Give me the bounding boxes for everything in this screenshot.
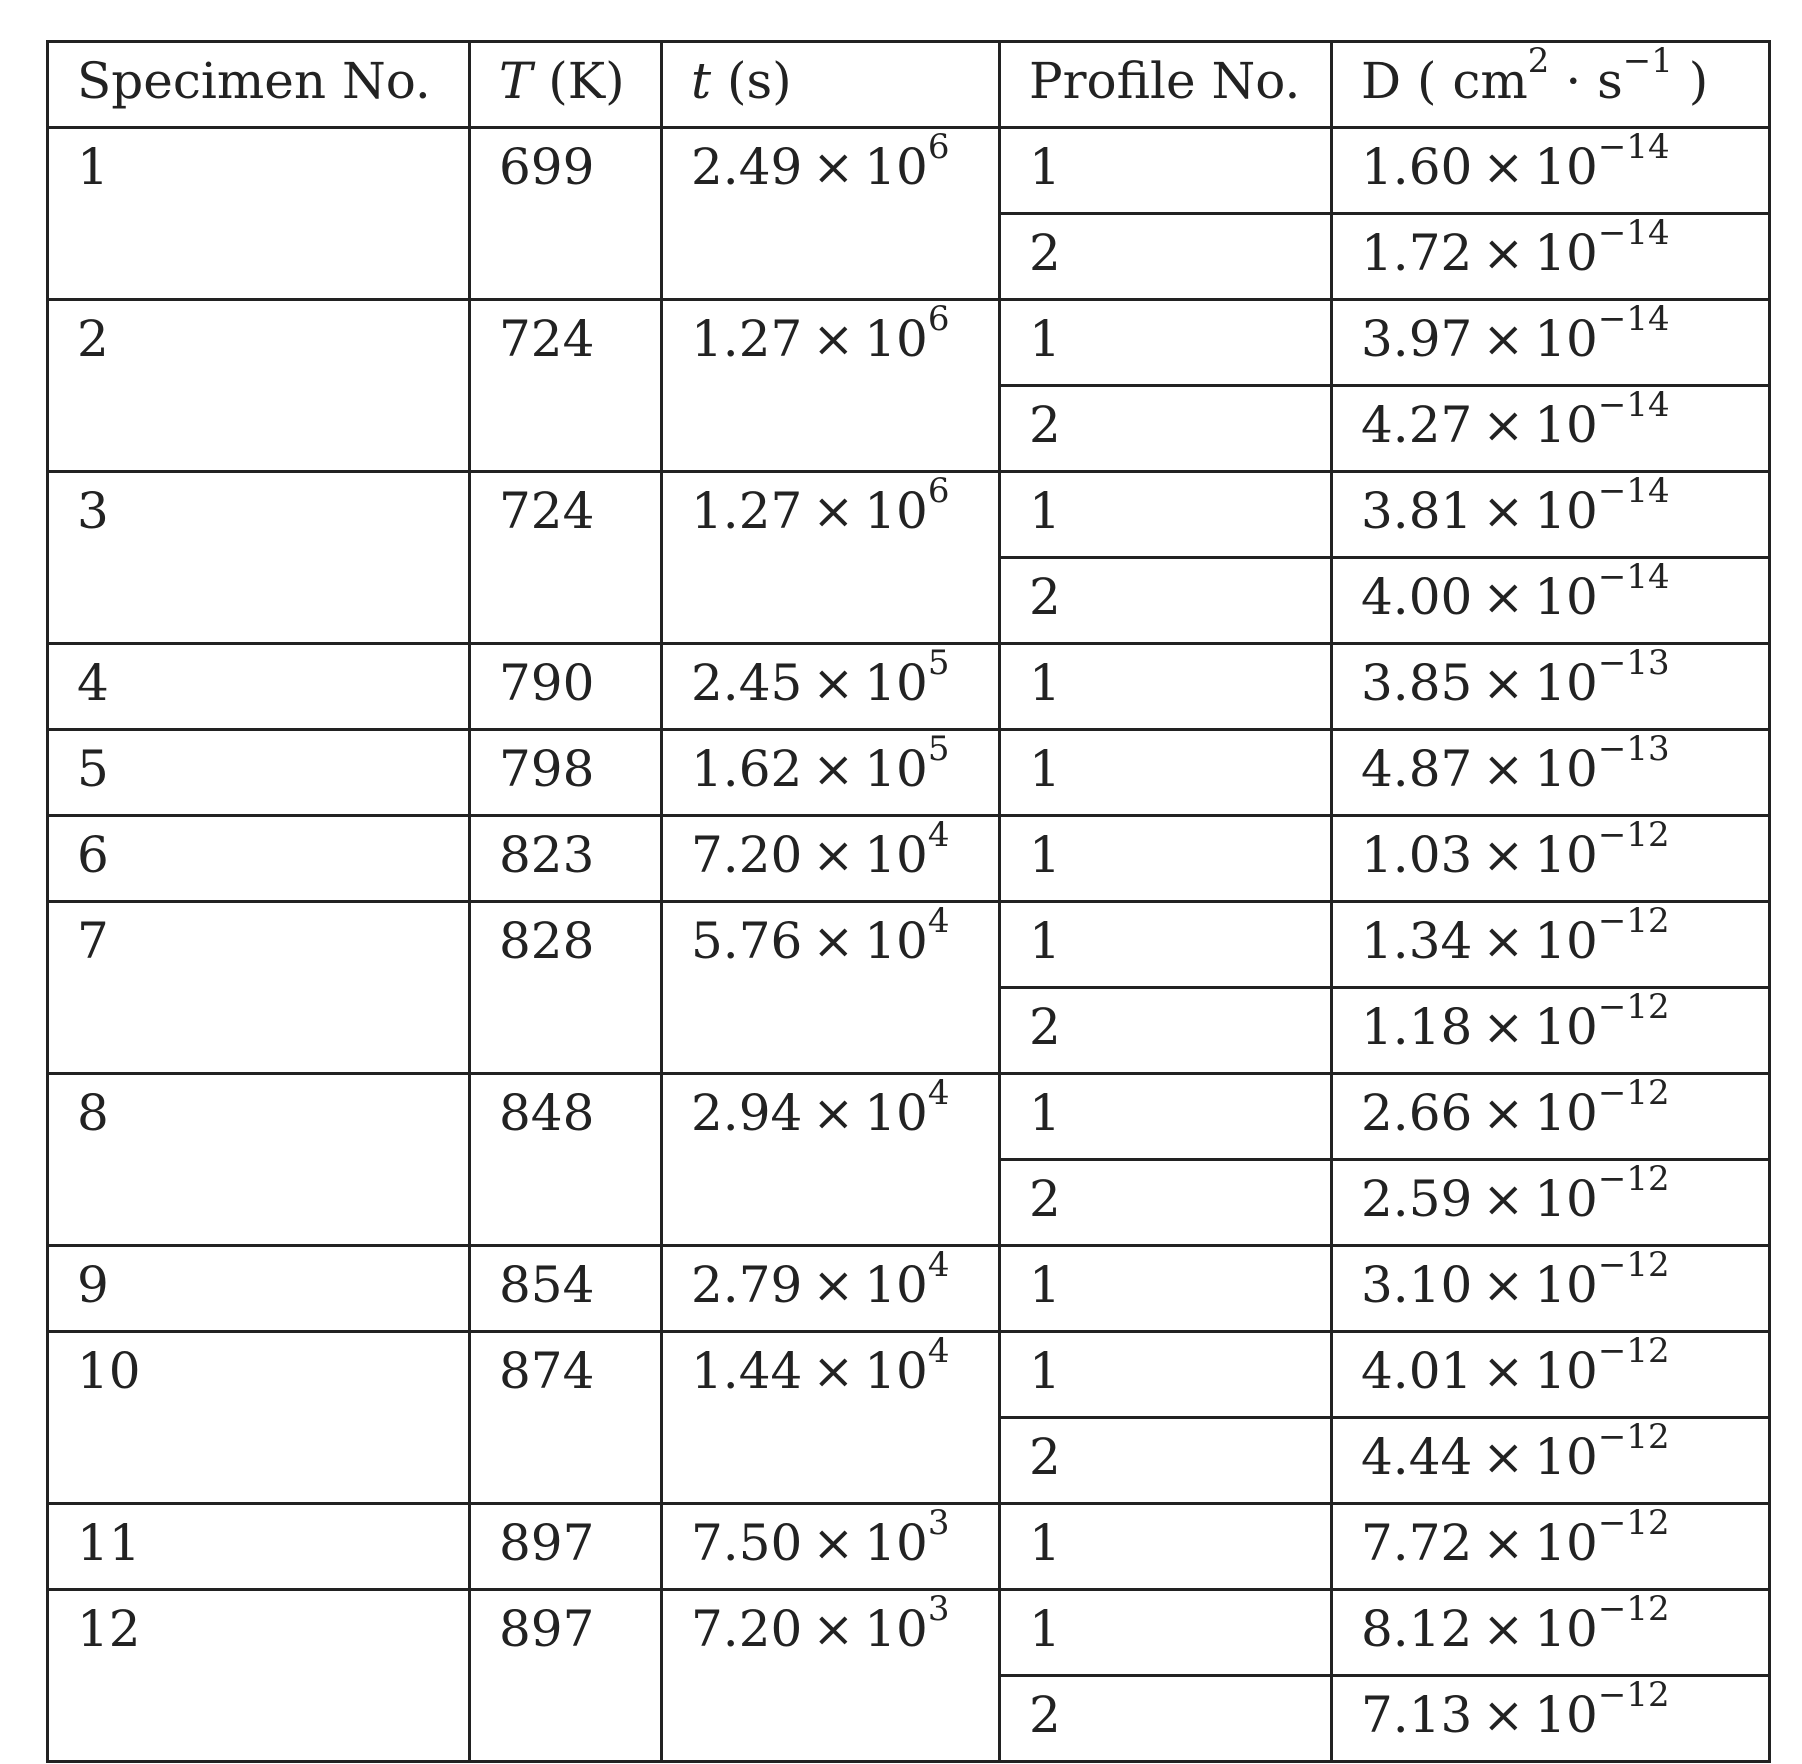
base-ten: 10: [864, 912, 928, 970]
table-row: [48, 1504, 1770, 1590]
profile-cell: 2: [1000, 1676, 1332, 1762]
diffusion-cell: [1332, 988, 1770, 1074]
base-ten: 10: [1534, 396, 1598, 454]
specimen-cell: 9: [48, 1246, 470, 1332]
diffusion-exp1: 2: [1527, 41, 1550, 82]
diffusion-cell: [1332, 558, 1770, 644]
times-sign: ×: [1482, 568, 1525, 626]
diffusion-cell: [1332, 1504, 1770, 1590]
exponent: −13: [1597, 729, 1670, 770]
header-specimen: Specimen No.: [48, 42, 470, 128]
mantissa: 2.59: [1361, 1170, 1473, 1228]
base-ten: 10: [864, 1084, 928, 1142]
base-ten: 10: [1534, 1170, 1598, 1228]
exponent: 6: [927, 471, 950, 512]
profile-cell: 1: [1000, 300, 1332, 386]
exponent: 4: [927, 815, 950, 856]
base-ten: 10: [864, 654, 928, 712]
times-sign: ×: [1482, 1084, 1525, 1142]
mantissa: 7.20: [691, 826, 803, 884]
temperature-cell: 823: [470, 816, 662, 902]
exponent: 5: [927, 729, 950, 770]
times-sign: ×: [812, 138, 855, 196]
diffusion-cell: [1332, 300, 1770, 386]
times-sign: ×: [812, 310, 855, 368]
base-ten: 10: [1534, 310, 1598, 368]
profile-cell: 2: [1000, 558, 1332, 644]
header-row: [48, 42, 1770, 128]
profile-cell: 1: [1000, 644, 1332, 730]
exponent: −12: [1597, 1675, 1670, 1716]
mantissa: 1.27: [691, 310, 803, 368]
base-ten: 10: [864, 1342, 928, 1400]
mantissa: 1.44: [691, 1342, 803, 1400]
exponent: −14: [1597, 213, 1670, 254]
diffusion-cell: [1332, 214, 1770, 300]
diffusion-exp2: −1: [1622, 41, 1673, 82]
specimen-cell: 1: [48, 128, 470, 300]
profile-cell: 2: [1000, 1418, 1332, 1504]
diffusion-suffix: ): [1672, 52, 1709, 110]
mantissa: 4.87: [1361, 740, 1473, 798]
table-row: [48, 730, 1770, 816]
times-sign: ×: [1482, 654, 1525, 712]
mantissa: 2.79: [691, 1256, 803, 1314]
profile-cell: 1: [1000, 730, 1332, 816]
mantissa: 2.94: [691, 1084, 803, 1142]
time-cell: [662, 730, 1000, 816]
time-cell: [662, 644, 1000, 730]
times-sign: ×: [1482, 1342, 1525, 1400]
base-ten: 10: [1534, 1084, 1598, 1142]
times-sign: ×: [1482, 1256, 1525, 1314]
base-ten: 10: [864, 1600, 928, 1658]
profile-cell: 1: [1000, 128, 1332, 214]
table-row: [48, 816, 1770, 902]
times-sign: ×: [812, 1600, 855, 1658]
diffusion-cell: [1332, 472, 1770, 558]
profile-cell: 2: [1000, 386, 1332, 472]
times-sign: ×: [1482, 224, 1525, 282]
mantissa: 1.34: [1361, 912, 1473, 970]
exponent: 4: [927, 901, 950, 942]
diffusion-prefix: D ( cm: [1361, 52, 1528, 110]
base-ten: 10: [1534, 1428, 1598, 1486]
base-ten: 10: [1534, 740, 1598, 798]
diffusion-cell: [1332, 1676, 1770, 1762]
exponent: −14: [1597, 299, 1670, 340]
table-row: [48, 128, 1770, 214]
table-row: [48, 1246, 1770, 1332]
profile-cell: 1: [1000, 1332, 1332, 1418]
temperature-cell: 699: [470, 128, 662, 300]
base-ten: 10: [1534, 1514, 1598, 1572]
time-unit: (s): [727, 52, 792, 110]
table-row: [48, 1590, 1770, 1676]
diffusion-cell: [1332, 1590, 1770, 1676]
time-cell: [662, 816, 1000, 902]
profile-cell: 1: [1000, 816, 1332, 902]
diffusion-cell: [1332, 386, 1770, 472]
exponent: −12: [1597, 815, 1670, 856]
temperature-cell: 854: [470, 1246, 662, 1332]
exponent: 5: [927, 643, 950, 684]
times-sign: ×: [812, 1256, 855, 1314]
times-sign: ×: [1482, 310, 1525, 368]
time-symbol: t: [691, 52, 712, 110]
exponent: −12: [1597, 1503, 1670, 1544]
diffusion-cell: [1332, 644, 1770, 730]
times-sign: ×: [1482, 1514, 1525, 1572]
temperature-cell: 828: [470, 902, 662, 1074]
diffusion-data-table: [46, 40, 1771, 1763]
table-row: [48, 1074, 1770, 1160]
profile-cell: 2: [1000, 214, 1332, 300]
times-sign: ×: [812, 912, 855, 970]
table-row: [48, 300, 1770, 386]
base-ten: 10: [864, 138, 928, 196]
time-cell: [662, 902, 1000, 1074]
times-sign: ×: [1482, 826, 1525, 884]
mantissa: 7.50: [691, 1514, 803, 1572]
mantissa: 4.27: [1361, 396, 1473, 454]
exponent: −12: [1597, 901, 1670, 942]
temperature-cell: 897: [470, 1504, 662, 1590]
temperature-symbol: T: [499, 52, 533, 110]
time-cell: [662, 1332, 1000, 1504]
times-sign: ×: [812, 482, 855, 540]
times-sign: ×: [1482, 396, 1525, 454]
header-time: [662, 42, 1000, 128]
mantissa: 3.97: [1361, 310, 1473, 368]
diffusion-cell: [1332, 128, 1770, 214]
temperature-cell: 724: [470, 472, 662, 644]
times-sign: ×: [1482, 138, 1525, 196]
exponent: −12: [1597, 1159, 1670, 1200]
exponent: 3: [927, 1503, 950, 1544]
temperature-cell: 848: [470, 1074, 662, 1246]
base-ten: 10: [864, 1256, 928, 1314]
exponent: −12: [1597, 1073, 1670, 1114]
temperature-cell: 798: [470, 730, 662, 816]
diffusion-mid: · s: [1549, 52, 1623, 110]
mantissa: 3.81: [1361, 482, 1473, 540]
specimen-cell: 11: [48, 1504, 470, 1590]
mantissa: 1.62: [691, 740, 803, 798]
mantissa: 7.20: [691, 1600, 803, 1658]
base-ten: 10: [864, 826, 928, 884]
time-cell: [662, 1590, 1000, 1762]
exponent: 4: [927, 1331, 950, 1372]
mantissa: 2.66: [1361, 1084, 1473, 1142]
base-ten: 10: [864, 1514, 928, 1572]
mantissa: 1.72: [1361, 224, 1473, 282]
diffusion-cell: [1332, 1332, 1770, 1418]
exponent: −14: [1597, 557, 1670, 598]
base-ten: 10: [1534, 482, 1598, 540]
table-row: [48, 1332, 1770, 1418]
base-ten: 10: [1534, 568, 1598, 626]
times-sign: ×: [1482, 740, 1525, 798]
profile-cell: 2: [1000, 988, 1332, 1074]
table-row: [48, 902, 1770, 988]
times-sign: ×: [1482, 1428, 1525, 1486]
exponent: 4: [927, 1245, 950, 1286]
header-profile: Profile No.: [1000, 42, 1332, 128]
time-cell: [662, 1246, 1000, 1332]
mantissa: 7.72: [1361, 1514, 1473, 1572]
diffusion-cell: [1332, 1246, 1770, 1332]
times-sign: ×: [812, 740, 855, 798]
diffusion-cell: [1332, 816, 1770, 902]
exponent: −12: [1597, 1245, 1670, 1286]
time-cell: [662, 1504, 1000, 1590]
mantissa: 1.18: [1361, 998, 1473, 1056]
diffusion-cell: [1332, 902, 1770, 988]
diffusion-cell: [1332, 1160, 1770, 1246]
mantissa: 1.27: [691, 482, 803, 540]
table-body: [48, 128, 1770, 1762]
temperature-cell: 874: [470, 1332, 662, 1504]
specimen-cell: 12: [48, 1590, 470, 1762]
specimen-cell: 8: [48, 1074, 470, 1246]
table-row: [48, 472, 1770, 558]
specimen-cell: 2: [48, 300, 470, 472]
temperature-unit: (K): [548, 52, 625, 110]
times-sign: ×: [812, 654, 855, 712]
mantissa: 5.76: [691, 912, 803, 970]
times-sign: ×: [1482, 1600, 1525, 1658]
mantissa: 1.03: [1361, 826, 1473, 884]
profile-cell: 1: [1000, 1504, 1332, 1590]
exponent: 6: [927, 127, 950, 168]
profile-cell: 2: [1000, 1160, 1332, 1246]
time-cell: [662, 1074, 1000, 1246]
base-ten: 10: [1534, 138, 1598, 196]
time-cell: [662, 472, 1000, 644]
base-ten: 10: [1534, 1686, 1598, 1744]
base-ten: 10: [1534, 1600, 1598, 1658]
times-sign: ×: [1482, 482, 1525, 540]
mantissa: 1.60: [1361, 138, 1473, 196]
exponent: 3: [927, 1589, 950, 1630]
base-ten: 10: [1534, 1342, 1598, 1400]
specimen-cell: 5: [48, 730, 470, 816]
base-ten: 10: [1534, 826, 1598, 884]
exponent: −14: [1597, 127, 1670, 168]
exponent: −12: [1597, 1417, 1670, 1458]
times-sign: ×: [1482, 1170, 1525, 1228]
times-sign: ×: [1482, 912, 1525, 970]
profile-cell: 1: [1000, 472, 1332, 558]
base-ten: 10: [1534, 224, 1598, 282]
mantissa: 2.45: [691, 654, 803, 712]
header-temperature: [470, 42, 662, 128]
exponent: −12: [1597, 1331, 1670, 1372]
mantissa: 2.49: [691, 138, 803, 196]
times-sign: ×: [812, 1084, 855, 1142]
diffusion-cell: [1332, 730, 1770, 816]
base-ten: 10: [1534, 998, 1598, 1056]
mantissa: 3.10: [1361, 1256, 1473, 1314]
table-row: [48, 644, 1770, 730]
base-ten: 10: [1534, 654, 1598, 712]
mantissa: 4.01: [1361, 1342, 1473, 1400]
base-ten: 10: [864, 310, 928, 368]
specimen-cell: 6: [48, 816, 470, 902]
table-header: [48, 42, 1770, 128]
time-cell: [662, 128, 1000, 300]
base-ten: 10: [864, 740, 928, 798]
exponent: 6: [927, 299, 950, 340]
profile-cell: 1: [1000, 902, 1332, 988]
base-ten: 10: [864, 482, 928, 540]
base-ten: 10: [1534, 912, 1598, 970]
exponent: −14: [1597, 471, 1670, 512]
exponent: −14: [1597, 385, 1670, 426]
temperature-cell: 897: [470, 1590, 662, 1762]
mantissa: 3.85: [1361, 654, 1473, 712]
exponent: −12: [1597, 987, 1670, 1028]
times-sign: ×: [812, 1342, 855, 1400]
profile-cell: 1: [1000, 1246, 1332, 1332]
mantissa: 8.12: [1361, 1600, 1473, 1658]
diffusion-cell: [1332, 1074, 1770, 1160]
exponent: 4: [927, 1073, 950, 1114]
profile-cell: 1: [1000, 1590, 1332, 1676]
specimen-cell: 3: [48, 472, 470, 644]
time-cell: [662, 300, 1000, 472]
specimen-cell: 10: [48, 1332, 470, 1504]
mantissa: 4.44: [1361, 1428, 1473, 1486]
times-sign: ×: [1482, 998, 1525, 1056]
diffusion-cell: [1332, 1418, 1770, 1504]
exponent: −13: [1597, 643, 1670, 684]
mantissa: 4.00: [1361, 568, 1473, 626]
temperature-cell: 724: [470, 300, 662, 472]
times-sign: ×: [812, 826, 855, 884]
specimen-cell: 7: [48, 902, 470, 1074]
times-sign: ×: [812, 1514, 855, 1572]
profile-cell: 1: [1000, 1074, 1332, 1160]
times-sign: ×: [1482, 1686, 1525, 1744]
mantissa: 7.13: [1361, 1686, 1473, 1744]
specimen-cell: 4: [48, 644, 470, 730]
temperature-cell: 790: [470, 644, 662, 730]
base-ten: 10: [1534, 1256, 1598, 1314]
header-diffusion: [1332, 42, 1770, 128]
exponent: −12: [1597, 1589, 1670, 1630]
